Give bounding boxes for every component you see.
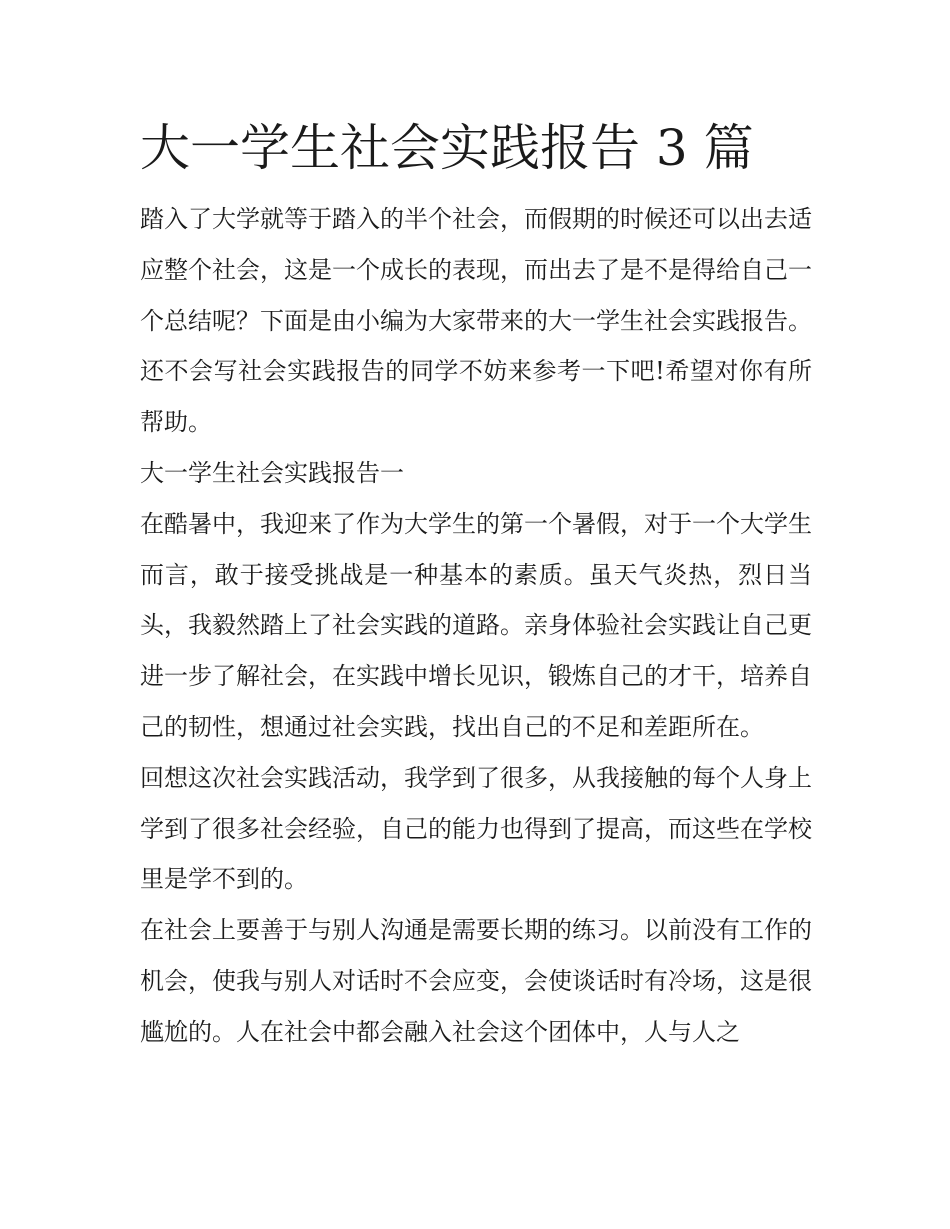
document-body xyxy=(140,112,812,1058)
intro-paragraph: 踏入了大学就等于踏入的半个社会，而假期的时候还可以出去适应整个社会，这是一个成长的表现，而出去了是不是得给自己一个总结呢？下面是由小编为大家带来的大一学生社会实践报告。还不会写社会实践报告的同学不妨来参考一下吧!希望对你有所帮助。 xyxy=(140,205,812,437)
section-heading-report-one: 大一学生社会实践报告一 xyxy=(140,458,404,487)
body-paragraph: 在社会上要善于与别人沟通是需要长期的练习。以前没有工作的机会，使我与别人对话时不会应变，会使谈话时有冷场，这是很尴尬的。人在社会中都会融入社会这个团体中，人与人之 xyxy=(140,916,812,1046)
body-paragraph: 在酷暑中，我迎来了作为大学生的第一个暑假，对于一个大学生而言，敢于接受挑战是一种基本的素质。虽天气炎热，烈日当头，我毅然踏上了社会实践的道路。亲身体验社会实践让自己更进一步了解社会，在实践中增长见识，锻炼自己的才干，培养自己的韧性，想通过社会实践，找出自己的不足和差距所在。 xyxy=(140,509,812,741)
body-paragraph: 回想这次社会实践活动，我学到了很多，从我接触的每个人身上学到了很多社会经验，自己的能力也得到了提高，而这些在学校里是学不到的。 xyxy=(140,763,812,894)
document-title: 大一学生社会实践报告 3 篇 xyxy=(140,119,754,177)
